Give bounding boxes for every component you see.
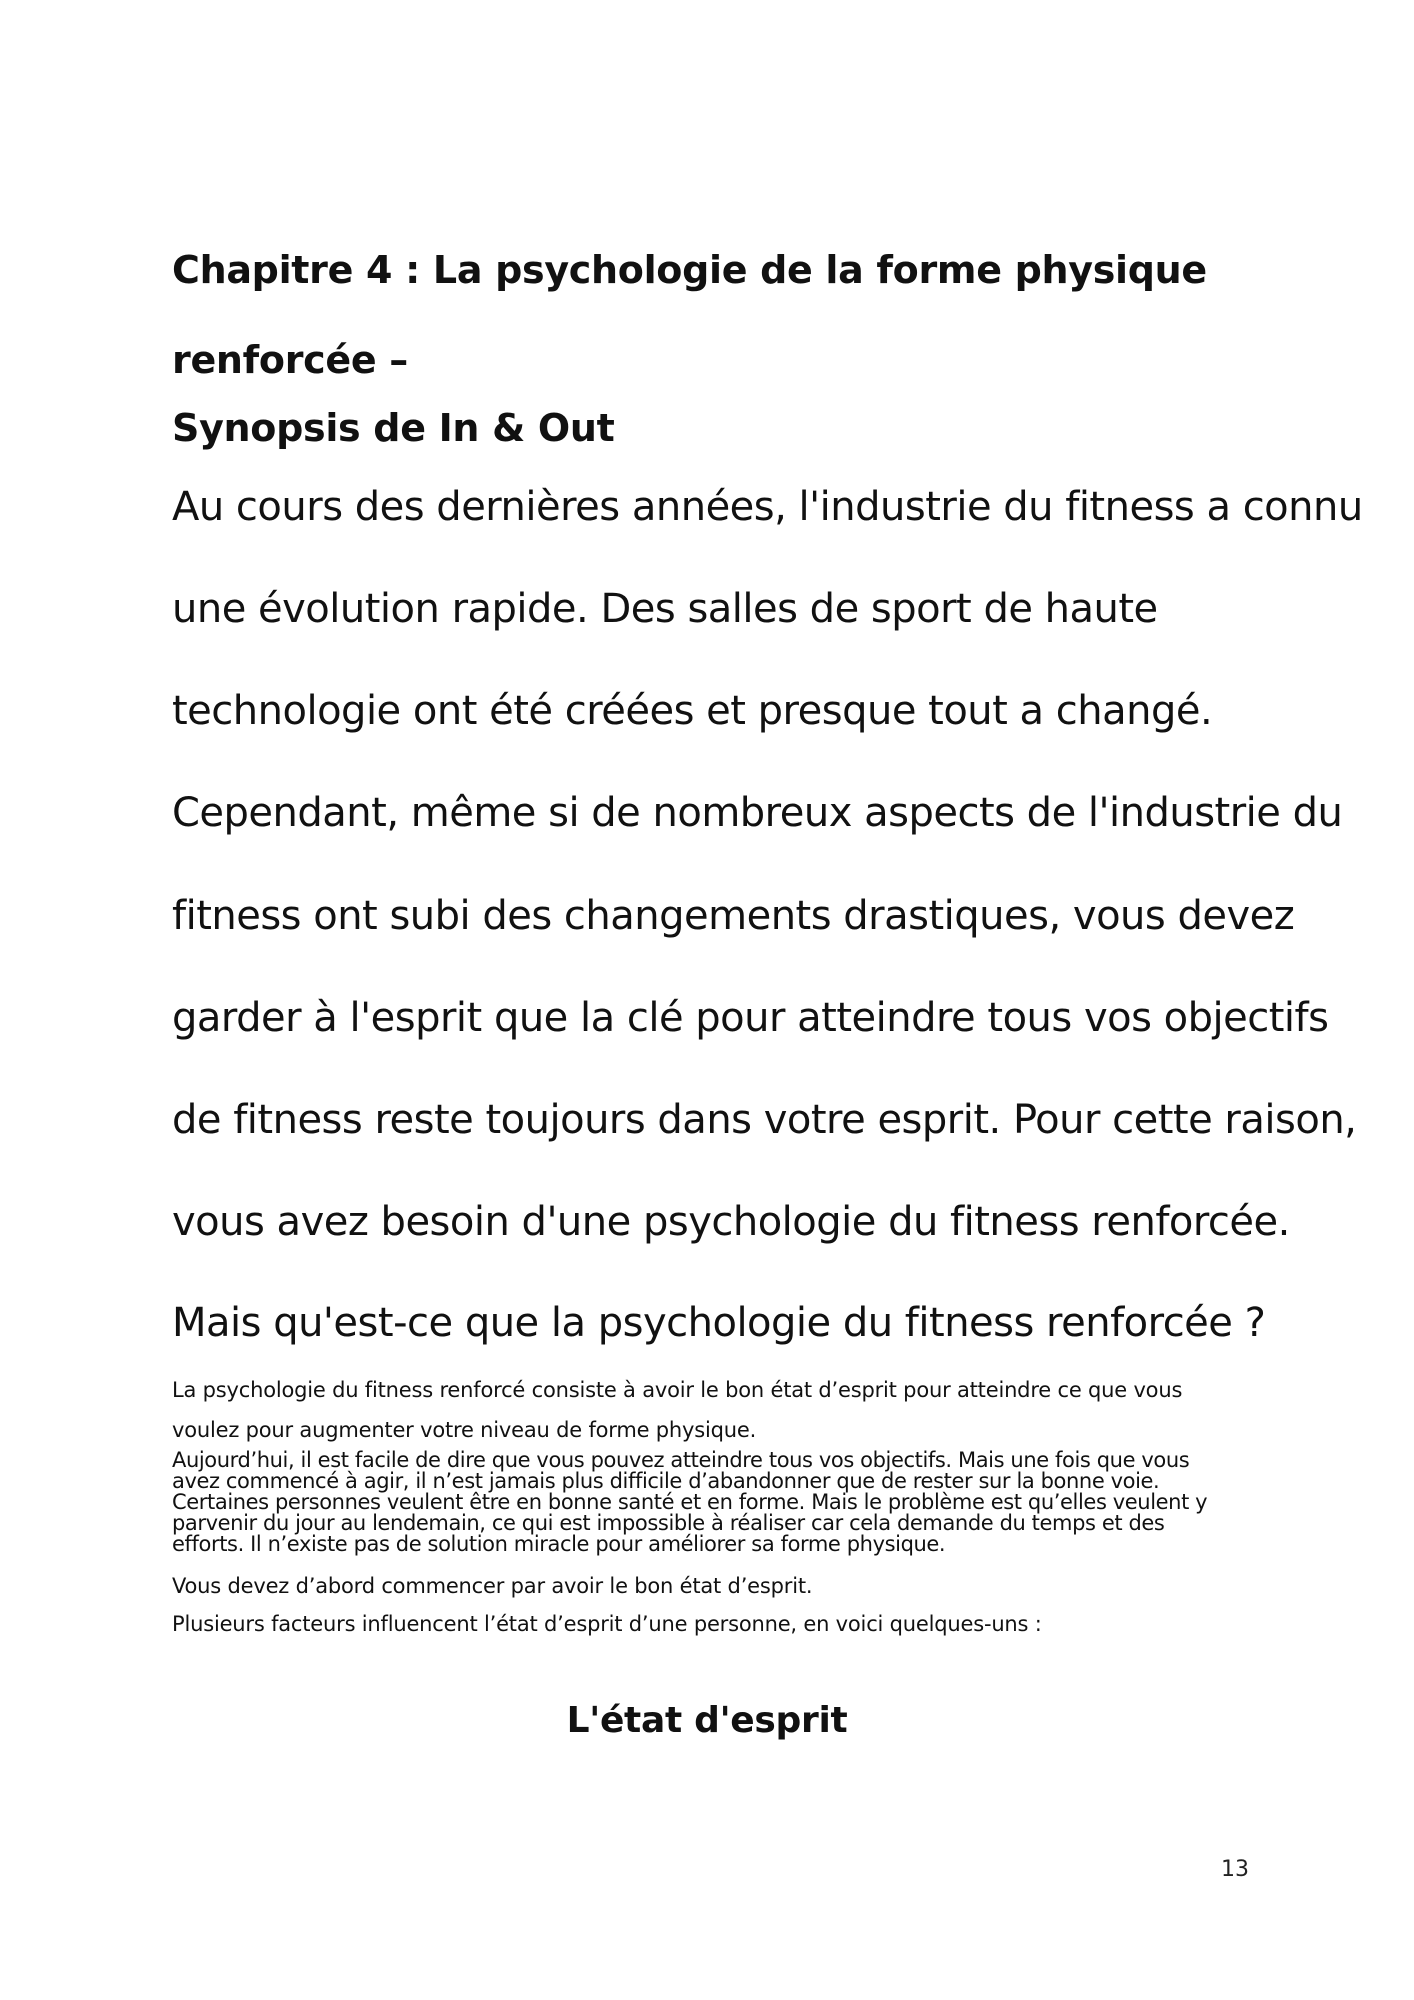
closing-line: Vous devez d’abord commencer par avoir le bon état d’esprit. xyxy=(172,1574,813,1598)
dense-paragraph-line: avez commencé à agir, il n’est jamais plus difficile d’abandonner que de rester sur la bonne voie. xyxy=(172,1469,1160,1493)
intro-line: garder à l'esprit que la clé pour atteindre tous vos objectifs xyxy=(172,995,1329,1041)
chapter-subtitle: Synopsis de In & Out xyxy=(172,406,615,450)
dense-paragraph-line: efforts. Il n’existe pas de solution miracle pour améliorer sa forme physique. xyxy=(172,1532,946,1556)
intro-line: fitness ont subi des changements drastiques, vous devez xyxy=(172,893,1295,939)
intro-line: vous avez besoin d'une psychologie du fitness renforcée. xyxy=(172,1199,1290,1245)
intro-line: Cependant, même si de nombreux aspects de l'industrie du xyxy=(172,790,1343,836)
question-line: Mais qu'est-ce que la psychologie du fitness renforcée ? xyxy=(172,1300,1266,1346)
intro-line: de fitness reste toujours dans votre esprit. Pour cette raison, xyxy=(172,1097,1357,1143)
dense-paragraph-line: Aujourd’hui, il est facile de dire que vous pouvez atteindre tous vos objectifs. Mais une fois que vous xyxy=(172,1448,1190,1472)
dense-paragraph-line: parvenir du jour au lendemain, ce qui est impossible à réaliser car cela demande du temps et des xyxy=(172,1511,1165,1535)
definition-line: La psychologie du fitness renforcé consiste à avoir le bon état d’esprit pour atteindre ce que vous xyxy=(172,1378,1183,1402)
chapter-title-line-1: Chapitre 4 : La psychologie de la forme physique xyxy=(172,248,1207,292)
closing-line: Plusieurs facteurs influencent l’état d’esprit d’une personne, en voici quelques-uns : xyxy=(172,1612,1042,1636)
section-heading: L'état d'esprit xyxy=(566,1700,848,1741)
definition-line: voulez pour augmenter votre niveau de forme physique. xyxy=(172,1418,757,1442)
chapter-title-line-2: renforcée – xyxy=(172,338,408,382)
page-number: 13 xyxy=(1221,1857,1249,1882)
dense-paragraph xyxy=(172,1450,1207,1555)
dense-paragraph-line: Certaines personnes veulent être en bonne santé et en forme. Mais le problème est qu’elles veulent y xyxy=(172,1490,1208,1514)
intro-line: Au cours des dernières années, l'industrie du fitness a connu xyxy=(172,484,1363,530)
intro-line: technologie ont été créées et presque tout a changé. xyxy=(172,688,1213,734)
intro-line: une évolution rapide. Des salles de sport de haute xyxy=(172,586,1158,632)
